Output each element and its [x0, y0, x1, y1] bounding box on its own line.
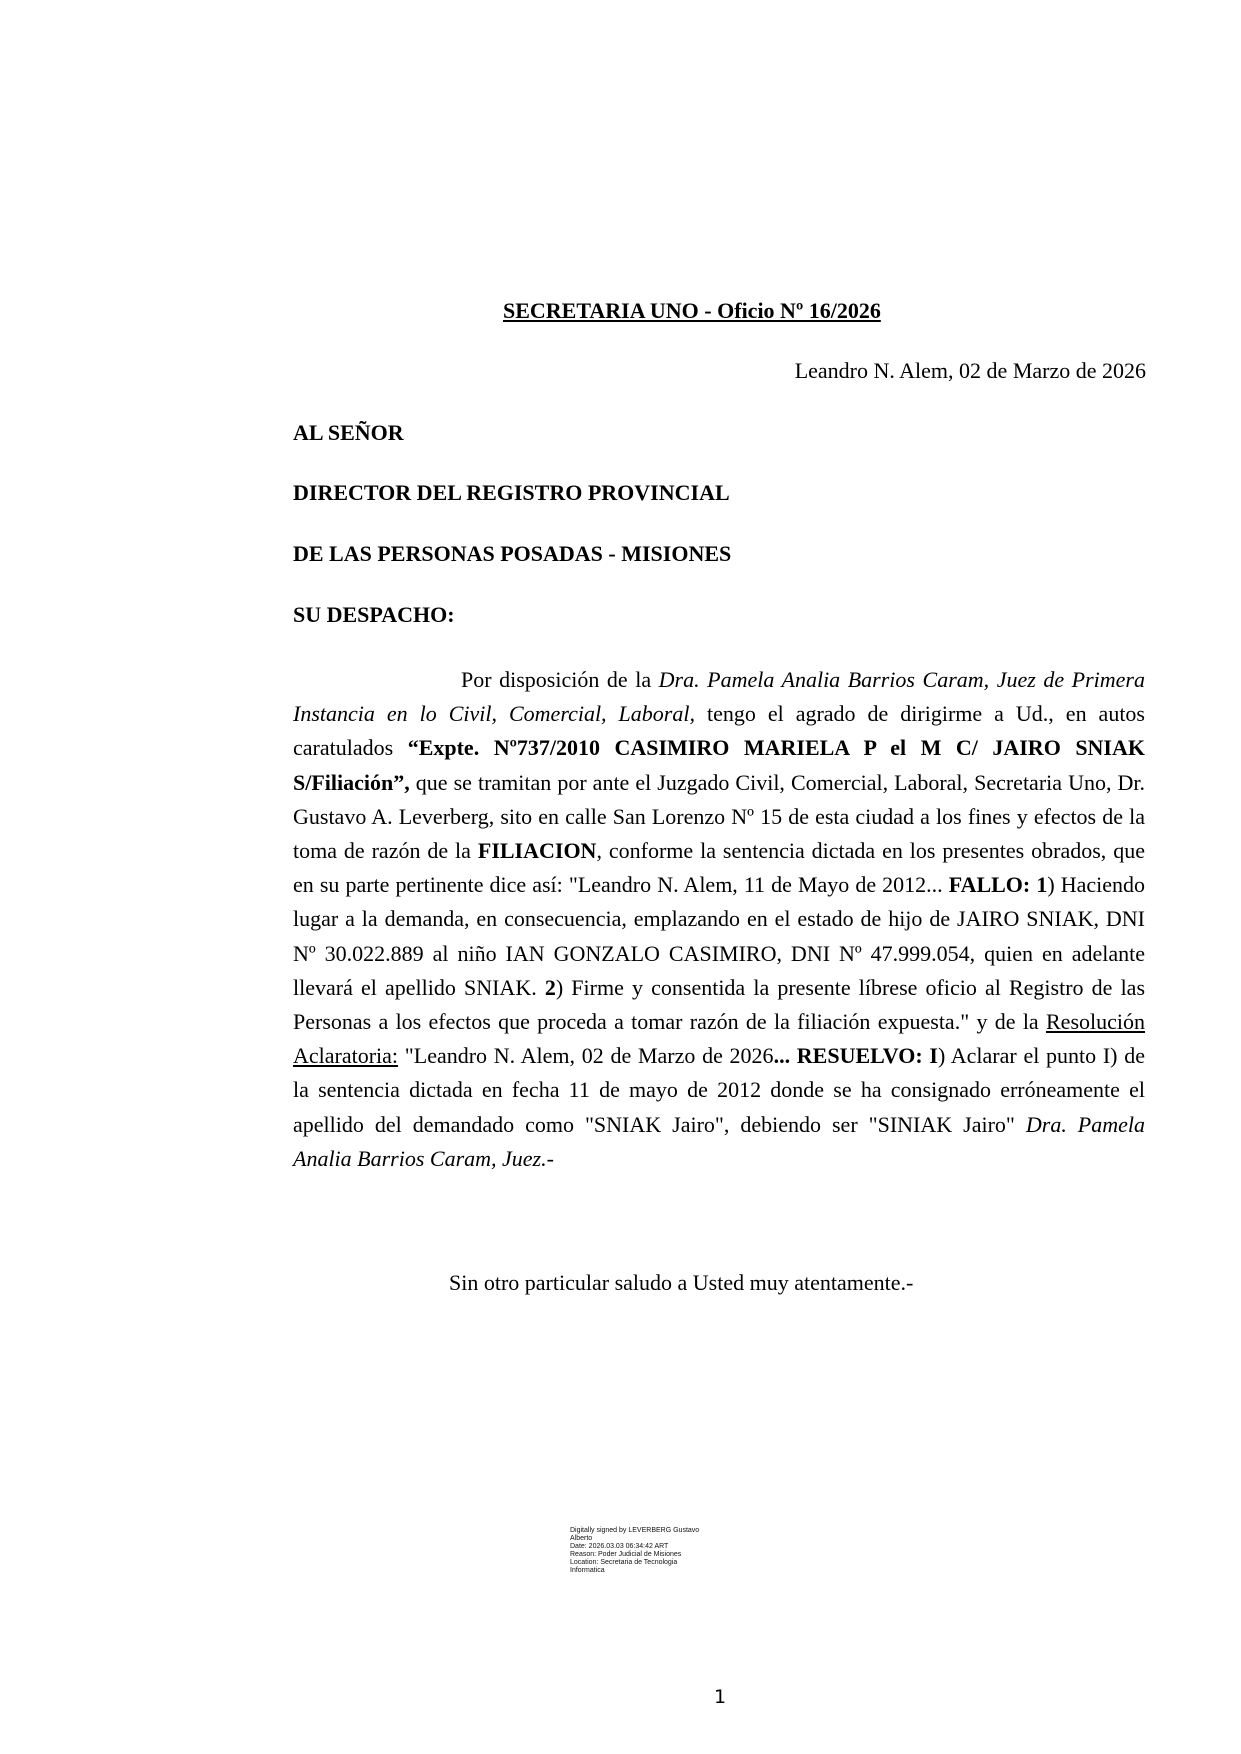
judge-name: Dra. Pamela Analia Barrios Caram, Juez de Primera Instancia en lo Civil, Comercial, Laboral,: [293, 667, 1145, 727]
addressee-line-4: SU DESPACHO:: [293, 602, 455, 627]
body-segment: , conforme la sentencia dictada en los presentes obrados, que en su parte pertinente dice así: "Leandro N. Alem, 11 de Mayo de 2012...: [293, 838, 1145, 898]
closing-line: Sin otro particular saludo a Usted muy atentamente.-: [449, 1270, 914, 1295]
page-number: 1: [714, 1686, 727, 1708]
judge-signature-text: Dra. Pamela Analia Barrios Caram, Juez.-: [293, 1111, 1146, 1171]
addressee-line-1: AL SEÑOR: [293, 420, 404, 445]
body-segment: que se tramitan por ante el Juzgado Civil, Comercial, Laboral, Secretaria Uno, Dr. Gustavo A. Leverberg, sito en calle San Lorenzo Nº 15 de esta ciudad a los fines y efectos de la toma de razón de la: [293, 769, 1145, 864]
item-number: 2: [544, 974, 556, 1000]
body-segment: tengo el agrado de dirigirme a Ud., en autos caratulados: [293, 701, 1145, 761]
body-paragraph: [293, 663, 1145, 1176]
signature-line: Date: 2026.03.03 06:34:42 ART: [570, 1543, 669, 1550]
addressee-line-3: DE LAS PERSONAS POSADAS - MISIONES: [293, 541, 732, 566]
document-title: SECRETARIA UNO - Oficio Nº 16/2026: [503, 298, 881, 323]
fallo-keyword: FALLO: 1: [948, 872, 1048, 898]
body-segment: ) Firme y consentida la presente líbrese oficio al Registro de las Personas a los efectos que proceda a tomar razón de la filiación expuesta." y de la: [293, 974, 1146, 1035]
case-title: “Expte. Nº737/2010 CASIMIRO MARIELA P el M C/ JAIRO SNIAK S/Filiación”,: [293, 735, 1145, 795]
signature-line: Digitally signed by LEVERBERG Gustavo: [570, 1527, 700, 1534]
body-segment: Por disposición de la: [461, 667, 659, 692]
body-segment: "Leandro N. Alem, 02 de Marzo de 2026: [398, 1043, 774, 1069]
body-segment: ) Aclarar el punto I) de la sentencia dictada en fecha 11 de mayo de 2012 donde se ha consignado erróneamente el apellido del demandado como "SNIAK Jairo", debiendo ser "SINIAK Jairo": [293, 1043, 1145, 1137]
resolucion-aclaratoria-label: Resolución Aclaratoria:: [293, 1009, 1145, 1069]
filiacion-keyword: FILIACION: [477, 838, 597, 864]
body-segment: ) Haciendo lugar a la demanda, en consecuencia, emplazando en el estado de hijo de JAIRO SNIAK, DNI Nº 30.022.889 al niño IAN GONZALO CASIMIRO, DNI Nº 47.999.054, quien en adelante llevará el apellido SNIAK.: [293, 872, 1145, 1000]
signature-line: Alberto: [570, 1535, 593, 1542]
signature-line: Reason: Poder Judicial de Misiones: [570, 1551, 682, 1558]
signature-line: Informatica: [570, 1567, 605, 1574]
addressee-line-2: DIRECTOR DEL REGISTRO PROVINCIAL: [293, 480, 730, 505]
digital-signature-stamp: [570, 1527, 720, 1575]
resuelvo-keyword: ... RESUELVO: I: [773, 1043, 938, 1069]
signature-line: Location: Secretaria de Tecnologia: [570, 1559, 678, 1566]
date-line: Leandro N. Alem, 02 de Marzo de 2026: [794, 358, 1146, 383]
